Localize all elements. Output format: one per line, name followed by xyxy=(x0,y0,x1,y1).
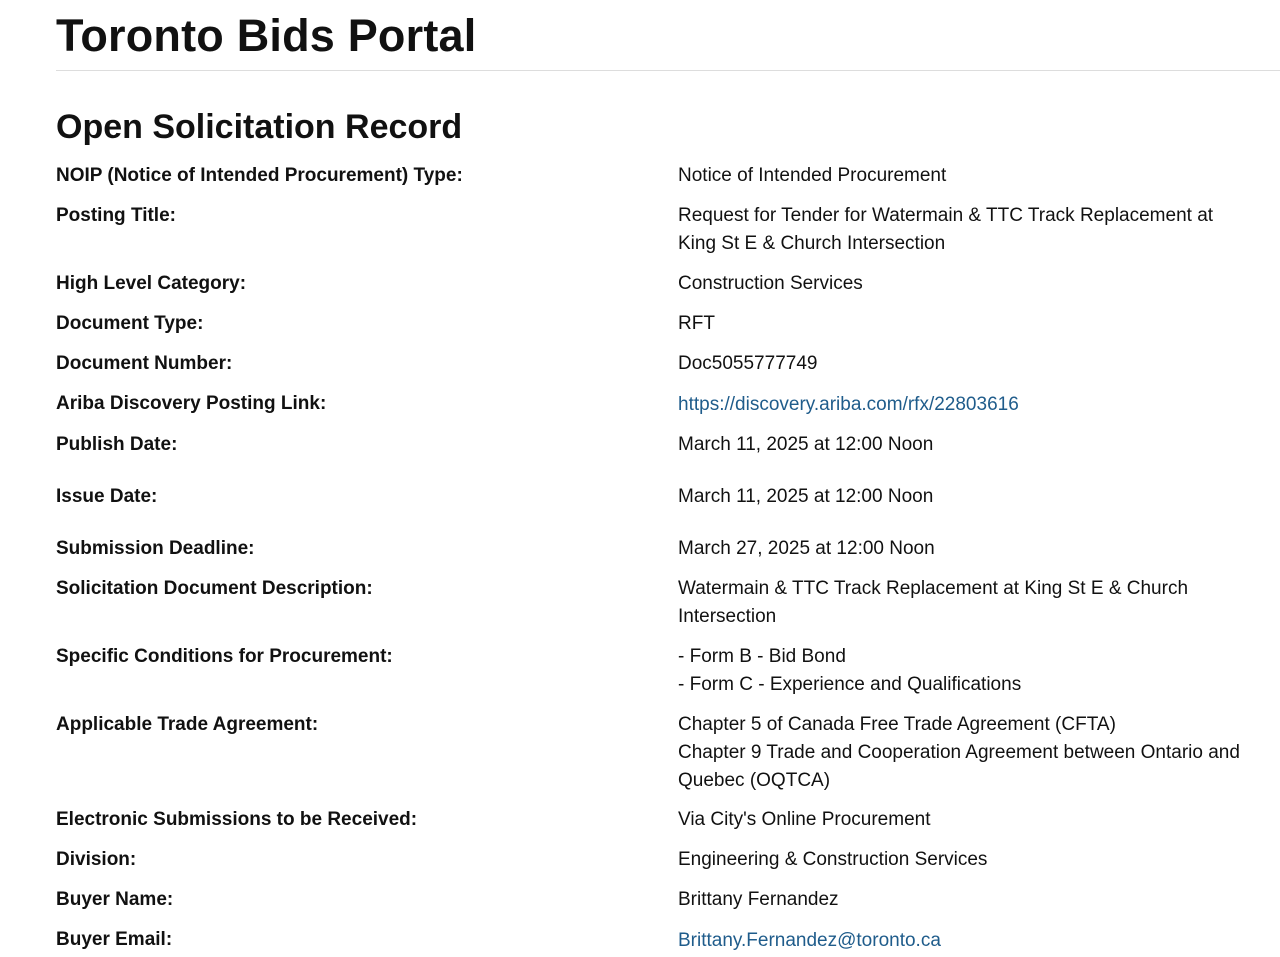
condition-item: - Form B - Bid Bond xyxy=(678,646,846,667)
document-type-value: RFT xyxy=(678,313,715,334)
site-title[interactable]: Toronto Bids Portal xyxy=(56,10,477,61)
buyer-email-value xyxy=(678,927,1268,955)
posting-title-label: Posting Title: xyxy=(56,205,176,226)
description-line: Intersection xyxy=(678,606,777,627)
buyer-name-label: Buyer Name: xyxy=(56,889,174,910)
specific-conditions-label: Specific Conditions for Procurement: xyxy=(56,646,393,667)
trade-agreement-value xyxy=(678,711,1268,795)
electronic-submissions-value: Via City's Online Procurement xyxy=(678,809,931,830)
ariba-link-value xyxy=(678,391,1268,419)
posting-title-value xyxy=(678,202,1268,258)
posting-title-line: Request for Tender for Watermain & TTC Track Replacement at xyxy=(678,205,1214,226)
high-level-category-label: High Level Category: xyxy=(56,273,247,294)
ariba-discovery-link[interactable]: https://discovery.ariba.com/rfx/22803616 xyxy=(678,394,1019,415)
posting-title-line: King St E & Church Intersection xyxy=(678,233,946,254)
division-label: Division: xyxy=(56,849,137,870)
description-value xyxy=(678,575,1268,631)
description-line: Watermain & TTC Track Replacement at King St E & Church xyxy=(678,578,1189,599)
site-header xyxy=(56,0,1280,71)
trade-agreement-line: Chapter 5 of Canada Free Trade Agreement (CFTA) xyxy=(678,714,1116,735)
document-number-value: Doc5055777749 xyxy=(678,353,818,374)
division-value: Engineering & Construction Services xyxy=(678,849,988,870)
publish-date-label: Publish Date: xyxy=(56,434,178,455)
buyer-email-label: Buyer Email: xyxy=(56,929,173,950)
high-level-category-value: Construction Services xyxy=(678,273,863,294)
ariba-link-label: Ariba Discovery Posting Link: xyxy=(56,393,327,414)
noip-type-value: Notice of Intended Procurement xyxy=(678,165,947,186)
description-label: Solicitation Document Description: xyxy=(56,578,373,599)
document-type-label: Document Type: xyxy=(56,313,204,334)
page-title: Open Solicitation Record xyxy=(56,108,463,146)
buyer-email-link[interactable]: Brittany.Fernandez@toronto.ca xyxy=(678,930,941,951)
issue-date-value: March 11, 2025 at 12:00 Noon xyxy=(678,486,934,507)
document-number-label: Document Number: xyxy=(56,353,233,374)
noip-type-label: NOIP (Notice of Intended Procurement) Type: xyxy=(56,165,463,186)
submission-deadline-label: Submission Deadline: xyxy=(56,538,255,559)
condition-item: - Form C - Experience and Qualifications xyxy=(678,674,1022,695)
trade-agreement-line: Quebec (OQTCA) xyxy=(678,770,831,791)
submission-deadline-value: March 27, 2025 at 12:00 Noon xyxy=(678,538,935,559)
issue-date-label: Issue Date: xyxy=(56,486,158,507)
electronic-submissions-label: Electronic Submissions to be Received: xyxy=(56,809,418,830)
trade-agreement-line: Chapter 9 Trade and Cooperation Agreement between Ontario and xyxy=(678,742,1240,763)
publish-date-value: March 11, 2025 at 12:00 Noon xyxy=(678,434,934,455)
buyer-name-value: Brittany Fernandez xyxy=(678,889,839,910)
trade-agreement-label: Applicable Trade Agreement: xyxy=(56,714,319,735)
specific-conditions-value xyxy=(678,643,1268,699)
